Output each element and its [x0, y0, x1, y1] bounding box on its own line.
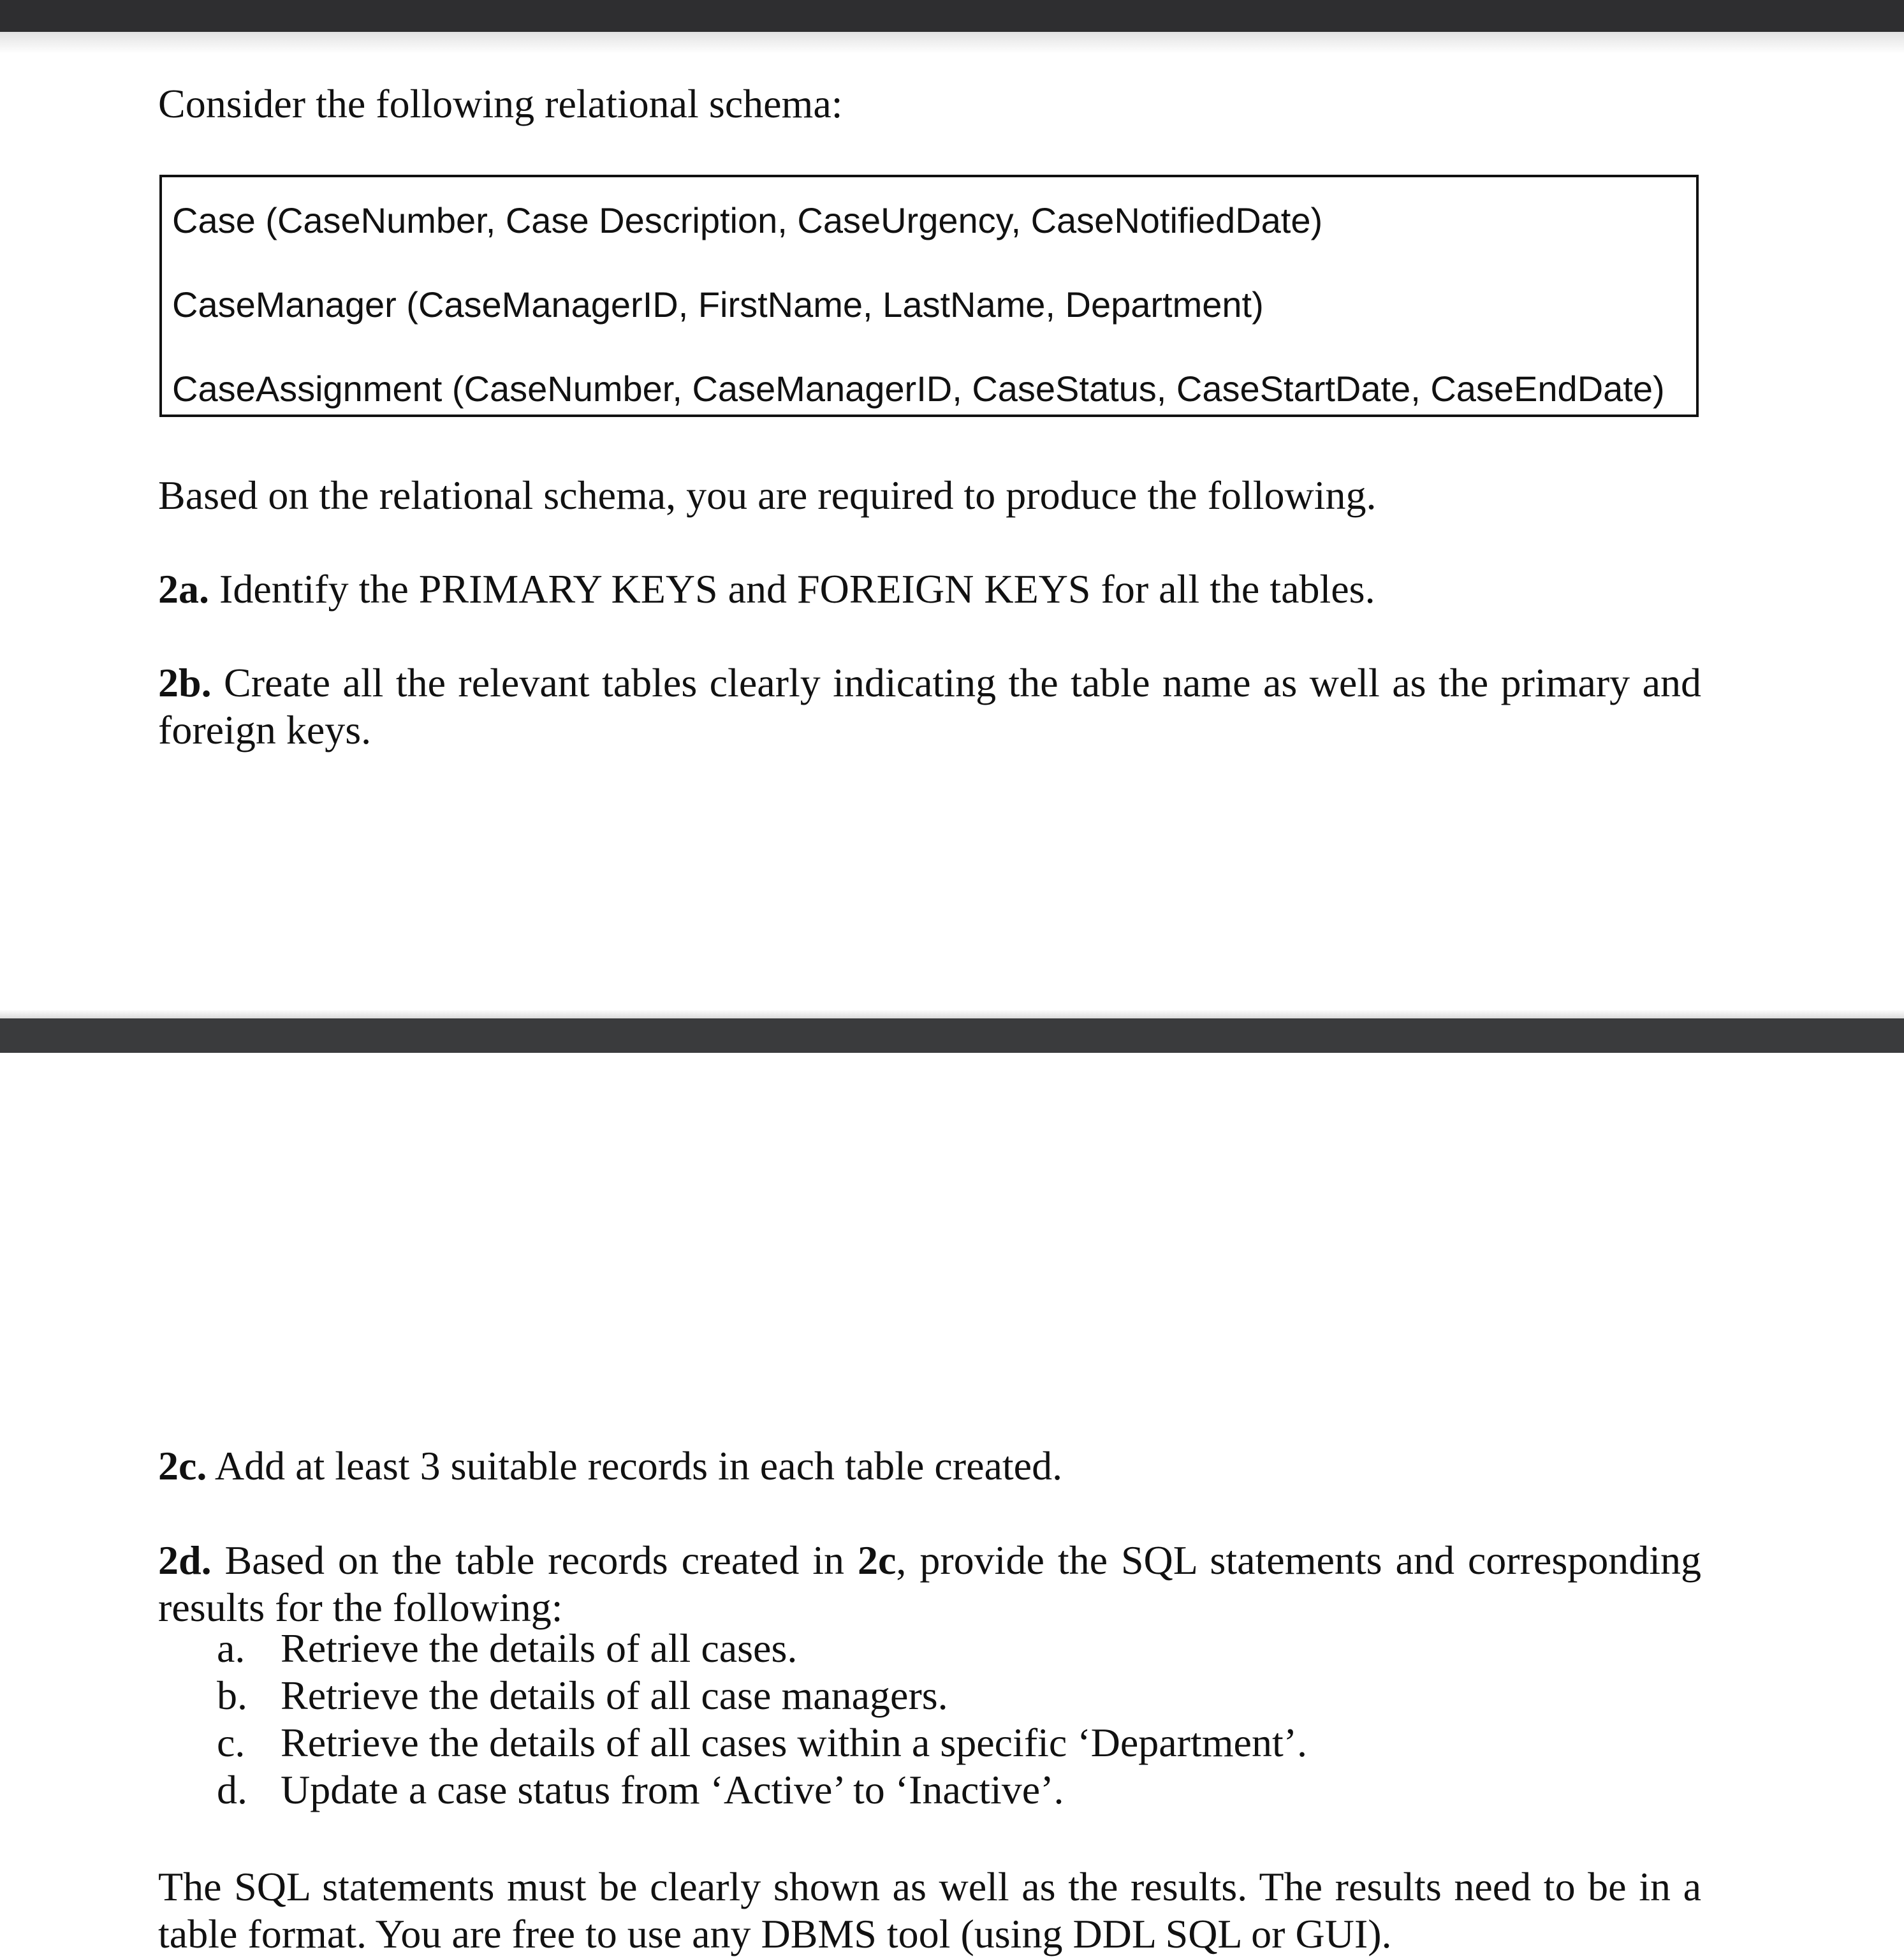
- closing-text: The SQL statements must be clearly shown as well as the results. The results need to be in a table format. You are free to use any DBMS tool (using DDL SQL or GUI).: [158, 1864, 1701, 1956]
- question-2d-text-after: , provide the SQL statements and corresponding results for the following:: [158, 1537, 1702, 1630]
- question-2b-label: 2b.: [158, 660, 212, 705]
- question-2a-label: 2a.: [158, 566, 209, 612]
- question-2d-label: 2d.: [158, 1537, 212, 1583]
- schema-box: [159, 175, 1699, 417]
- top-bar-shadow: [0, 32, 1904, 54]
- question-2c: [158, 1442, 1062, 1490]
- list-item-marker: d.: [217, 1767, 247, 1812]
- question-2c-label: 2c.: [158, 1443, 207, 1488]
- schema-line-caseassignment: CaseAssignment (CaseNumber, CaseManagerID, CaseStatus, CaseStartDate, CaseEndDate): [172, 369, 1665, 409]
- question-2d-text-before: Based on the table records created in: [224, 1537, 845, 1583]
- question-2d-ref: 2c: [858, 1537, 897, 1583]
- list-item-text: Retrieve the details of all cases.: [281, 1625, 798, 1671]
- top-dark-bar: [0, 0, 1904, 32]
- question-2b-text: Create all the relevant tables clearly indicating the table name as well as the primary and foreign keys.: [158, 660, 1702, 752]
- schema-line-casemanager: CaseManager (CaseManagerID, FirstName, LastName, Department): [172, 284, 1264, 325]
- schema-line-case: Case (CaseNumber, Case Description, CaseUrgency, CaseNotifiedDate): [172, 200, 1323, 240]
- question-2a: [158, 566, 1375, 613]
- list-item-text: Retrieve the details of all cases within a specific ‘Department’.: [281, 1720, 1308, 1765]
- list-item-marker: a.: [217, 1625, 245, 1671]
- based-on-text: Based on the relational schema, you are required to produce the following.: [158, 473, 1377, 518]
- page-break-shadow: [0, 1009, 1904, 1018]
- list-item-marker: b.: [217, 1673, 247, 1718]
- question-2b: [158, 659, 1701, 754]
- list-item-text: Update a case status from ‘Active’ to ‘Inactive’.: [281, 1767, 1064, 1812]
- list-item-text: Retrieve the details of all case managers.: [281, 1673, 948, 1718]
- question-2a-text: Identify the PRIMARY KEYS and FOREIGN KEYS for all the tables.: [219, 566, 1375, 612]
- page-break-bar: [0, 1018, 1904, 1053]
- question-2d: [158, 1537, 1701, 1631]
- question-2c-text: Add at least 3 suitable records in each table created.: [214, 1443, 1063, 1488]
- list-item-marker: c.: [217, 1720, 245, 1765]
- intro-text: Consider the following relational schema:: [158, 81, 843, 126]
